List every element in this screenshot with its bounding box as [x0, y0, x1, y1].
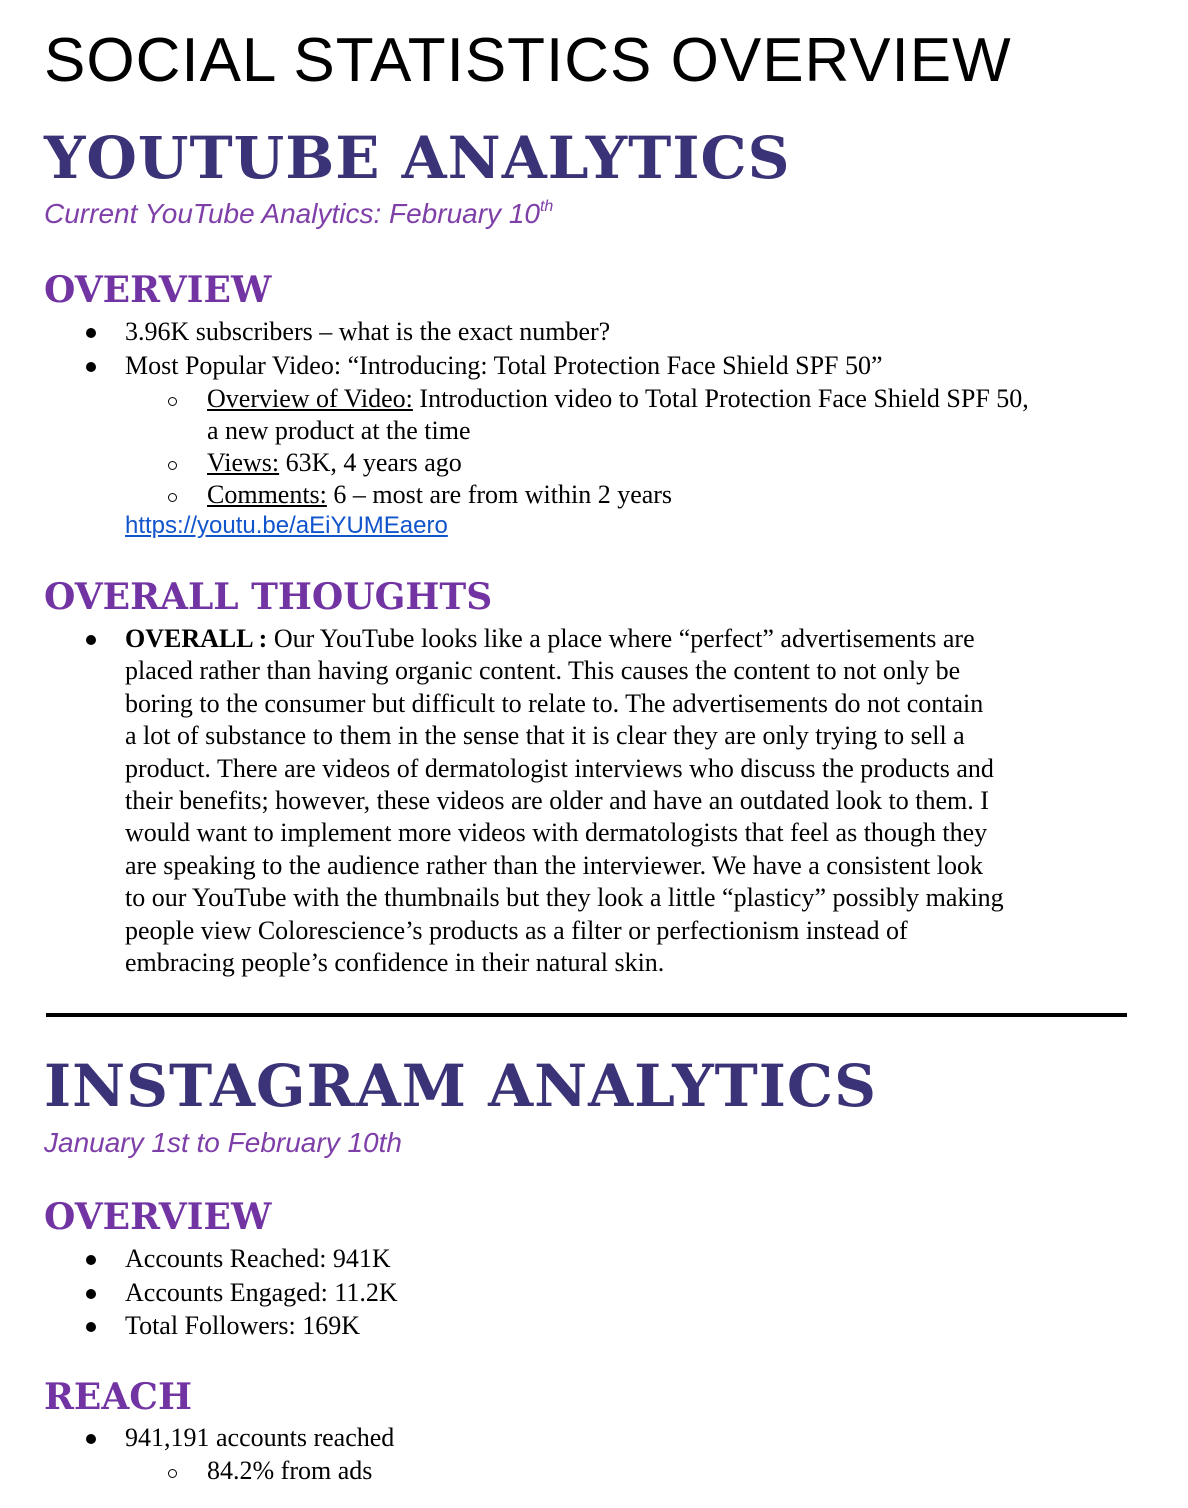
video-detail-overview	[207, 383, 1029, 415]
video-detail-continuation: a new product at the time	[207, 416, 471, 445]
bullet-dot	[86, 1322, 96, 1332]
sub-bullet-circle	[168, 461, 177, 470]
bullet-dot	[86, 635, 96, 645]
video-detail-views	[207, 447, 462, 479]
paragraph-line: product. There are videos of dermatologist interviews who discuss the products and	[125, 753, 994, 783]
paragraph-text: Our YouTube looks like a place where “perfect” advertisements are	[267, 624, 975, 653]
instagram-overview-item: Accounts Engaged: 11.2K	[125, 1278, 398, 1307]
video-detail-label: Comments:	[207, 480, 327, 509]
sub-bullet-circle	[168, 493, 177, 502]
reach-heading: REACH	[44, 1376, 192, 1418]
paragraph-line: are speaking to the audience rather than the interviewer. We have a consistent look	[125, 850, 983, 880]
bullet-dot	[86, 1434, 96, 1444]
sub-bullet-circle	[168, 1469, 177, 1478]
youtube-heading: YOUTUBE ANALYTICS	[44, 124, 791, 192]
instagram-overview-item: Total Followers: 169K	[125, 1311, 361, 1340]
youtube-subtitle-text: Current YouTube Analytics: February 10	[44, 198, 540, 229]
video-detail-text: 6 – most are from within 2 years	[326, 480, 673, 509]
youtube-overview-heading: OVERVIEW	[44, 269, 272, 311]
bullet-dot	[86, 1289, 96, 1299]
paragraph-line: people view Colorescience’s products as a filter or perfectionism instead of	[125, 915, 908, 945]
overall-thoughts-heading: OVERALL THOUGHTS	[44, 576, 493, 618]
reach-sub-item: 84.2% from ads	[207, 1456, 373, 1485]
reach-item: 941,191 accounts reached	[125, 1423, 395, 1452]
video-detail-text: Introduction video to Total Protection Face Shield SPF 50,	[412, 384, 1029, 413]
video-detail-label: Overview of Video:	[207, 384, 413, 413]
youtube-subtitle	[44, 198, 553, 230]
instagram-overview-heading: OVERVIEW	[44, 1196, 272, 1238]
video-detail-comments	[207, 479, 672, 511]
instagram-overview-item: Accounts Reached: 941K	[125, 1244, 391, 1273]
youtube-video-link[interactable]: https://youtu.be/aEiYUMEaero	[125, 512, 448, 539]
youtube-subtitle-suffix: th	[539, 198, 554, 215]
paragraph-line: a lot of substance to them in the sense that it is clear they are only trying to sell a	[125, 721, 965, 751]
paragraph-line: to our YouTube with the thumbnails but they look a little “plasticy” possibly making	[125, 883, 1004, 913]
youtube-overview-item: Most Popular Video: “Introducing: Total Protection Face Shield SPF 50”	[125, 351, 883, 380]
paragraph-line: placed rather than having organic content. This causes the content to not only be	[125, 656, 961, 686]
instagram-subtitle: January 1st to February 10th	[44, 1127, 402, 1158]
paragraph-line: boring to the consumer but difficult to relate to. The advertisements do not contain	[125, 688, 984, 718]
paragraph-line: their benefits; however, these videos are older and have an outdated look to them. I	[125, 786, 989, 816]
overall-label: OVERALL :	[125, 624, 268, 653]
paragraph-line: would want to implement more videos with dermatologists that feel as though they	[125, 818, 988, 848]
youtube-overview-item: 3.96K subscribers – what is the exact number?	[125, 317, 611, 346]
overall-thoughts-paragraph	[125, 623, 1125, 979]
video-detail-text: 63K, 4 years ago	[279, 448, 462, 477]
sub-bullet-circle	[168, 397, 177, 406]
paragraph-line	[125, 623, 1125, 655]
bullet-dot	[86, 328, 96, 338]
section-divider	[46, 1013, 1127, 1017]
paragraph-line: embracing people’s confidence in their natural skin.	[125, 948, 665, 978]
instagram-heading: INSTAGRAM ANALYTICS	[44, 1052, 877, 1120]
document-title: SOCIAL STATISTICS OVERVIEW	[44, 26, 1012, 95]
video-detail-label: Views:	[207, 448, 280, 477]
bullet-dot	[86, 1255, 96, 1265]
bullet-dot	[86, 362, 96, 372]
